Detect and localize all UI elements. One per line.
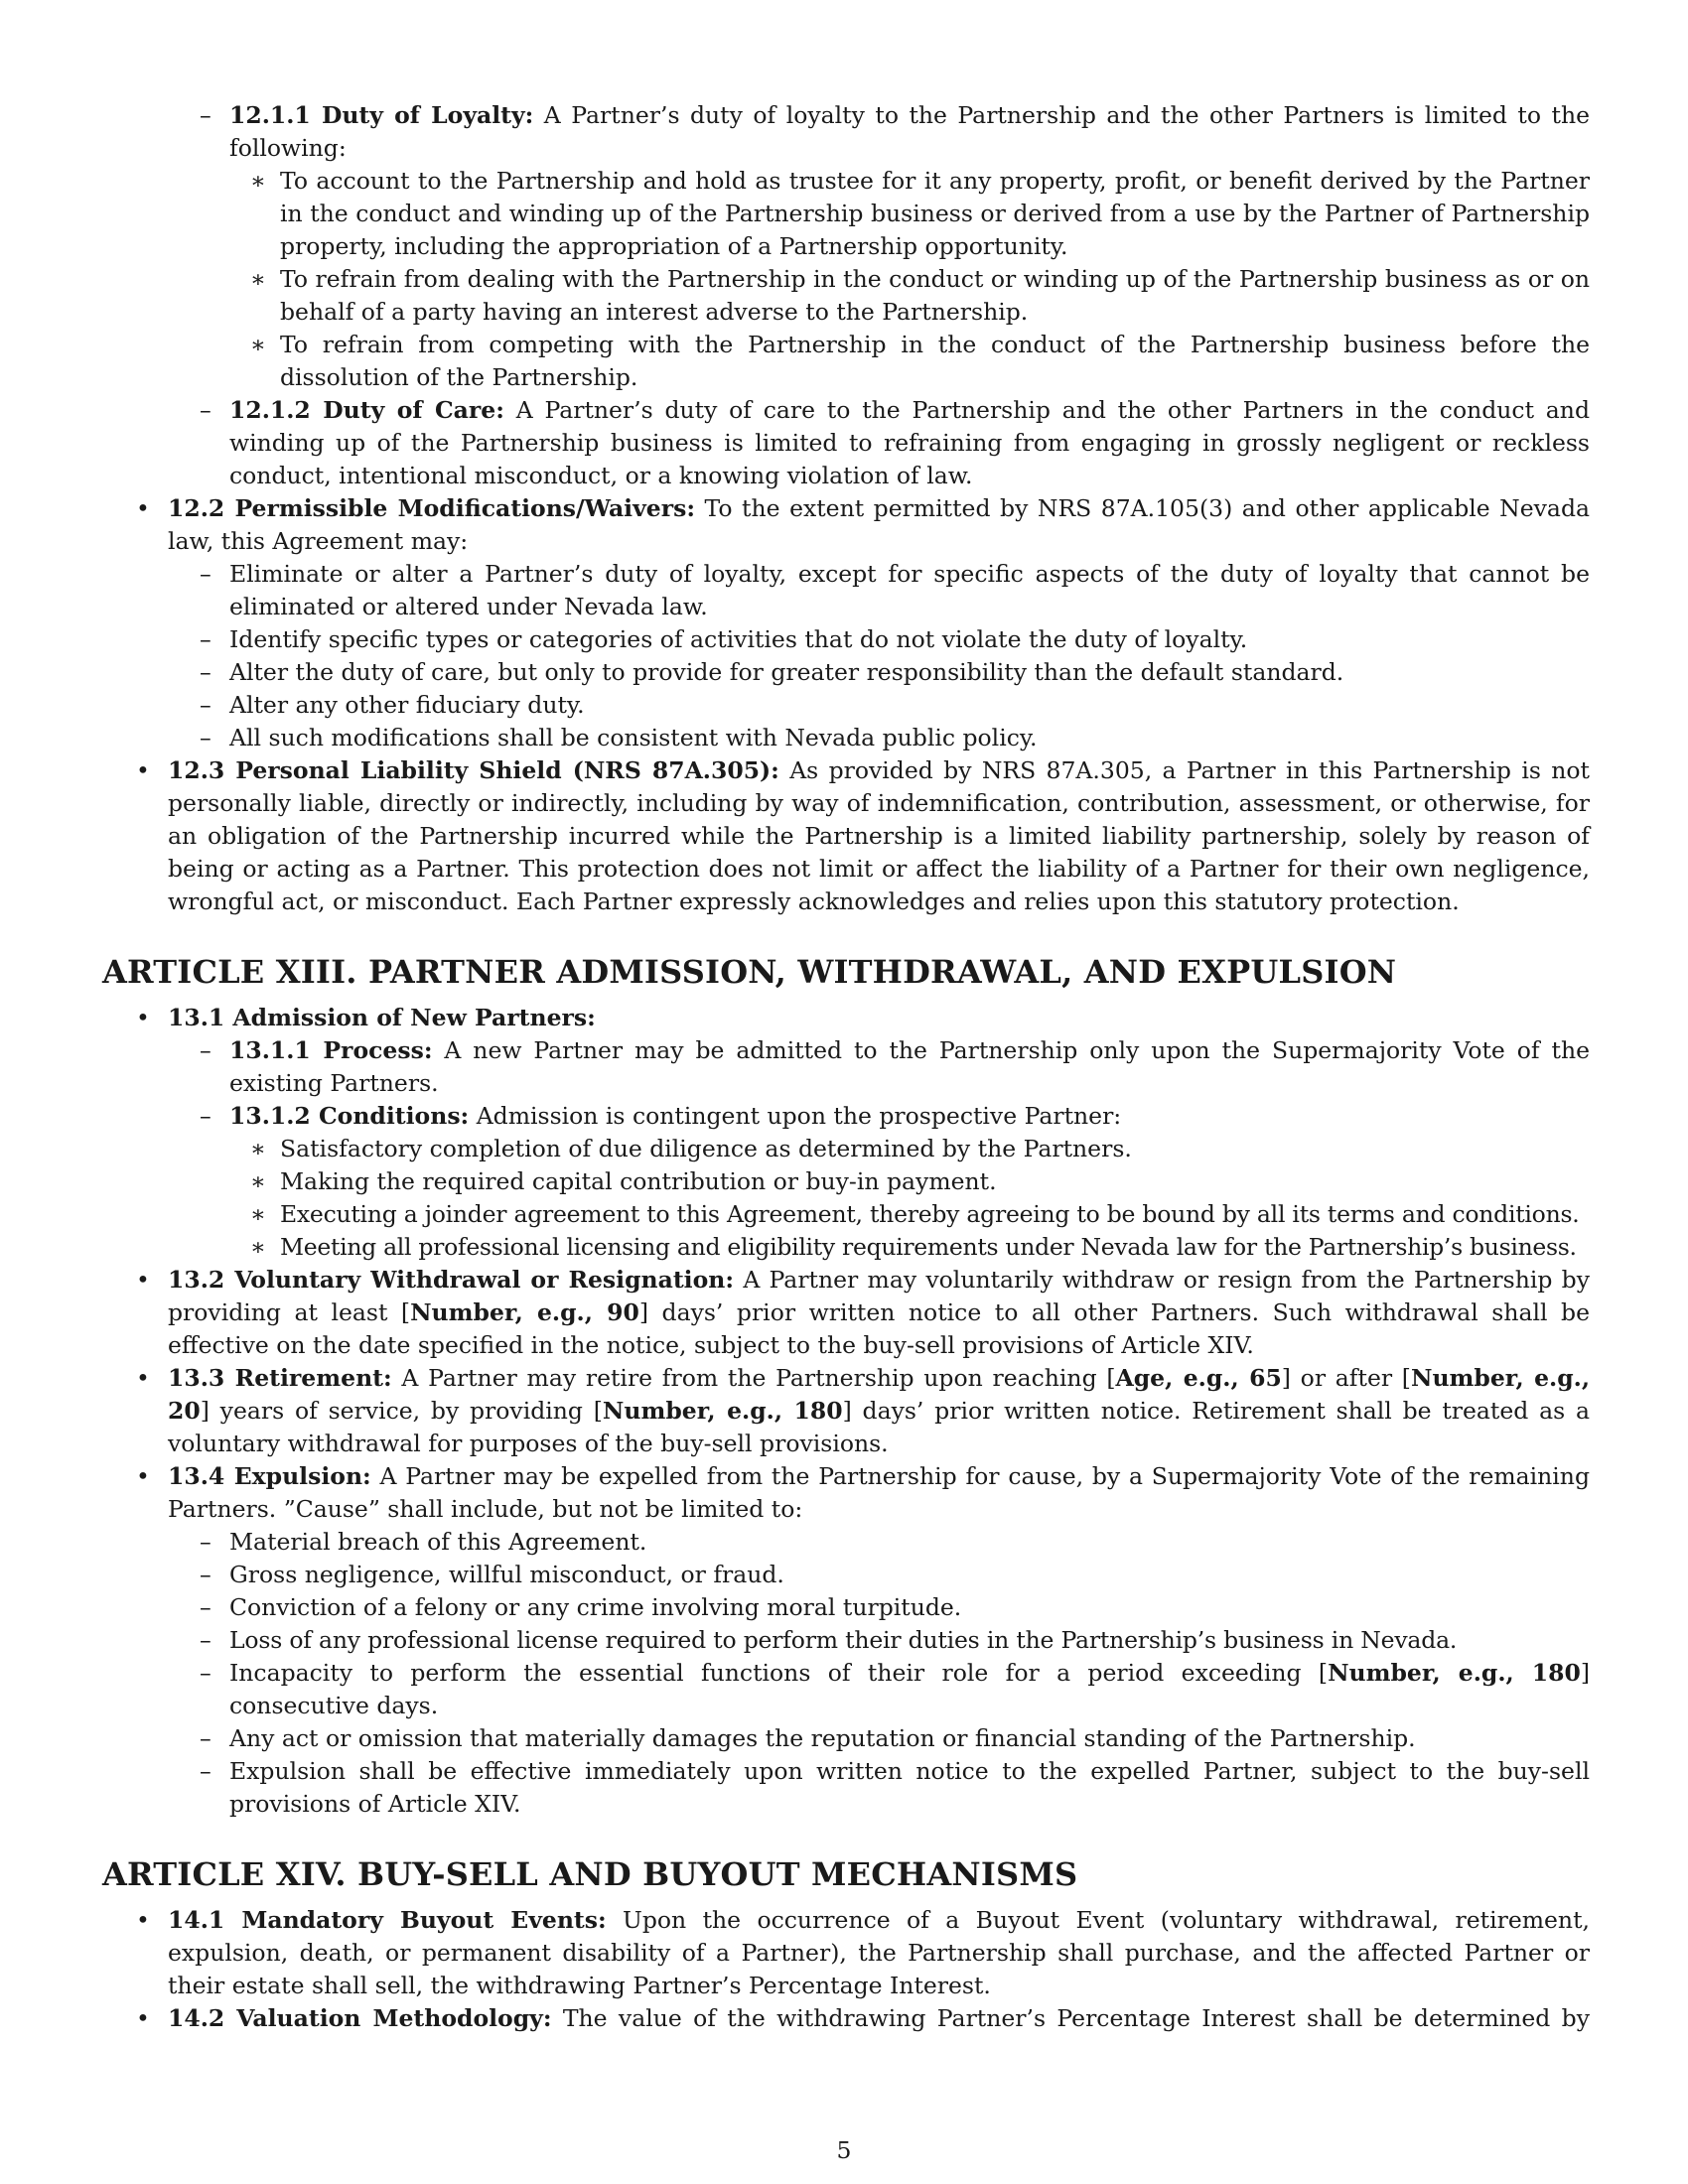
bullet-marker: • <box>136 756 150 784</box>
clause-13-1 <box>136 1002 1590 1034</box>
star-marker: ∗ <box>250 1135 266 1162</box>
list-item <box>200 1559 1590 1591</box>
clause-text: To the extent permitted by NRS 87A.105(3) and other applicable Nevada law, this Agreement may: <box>168 494 1590 555</box>
list-item <box>200 558 1590 623</box>
list-item <box>200 1657 1590 1722</box>
sub-item-text: Making the required capital contribution or buy-in payment. <box>280 1167 997 1195</box>
article-xiii-heading: ARTICLE XIII. PARTNER ADMISSION, WITHDRAWAL, AND EXPULSION <box>102 953 1397 991</box>
star-marker: ∗ <box>250 167 266 195</box>
dash-marker: – <box>200 1757 211 1785</box>
star-marker: ∗ <box>250 1233 266 1261</box>
clause-text: A Partner’s duty of care to the Partnership and the other Partners in the conduct and winding up of the Partnership business is limited to refraining from engaging in grossly negligent or reckless conduct, intentional misconduct, or a knowing violation of law. <box>229 396 1590 489</box>
star-marker: ∗ <box>250 1167 266 1195</box>
star-marker: ∗ <box>250 1200 266 1228</box>
list-item <box>200 1722 1590 1755</box>
list-item-text: Alter any other fiduciary duty. <box>229 691 585 719</box>
page-number: 5 <box>836 2136 852 2164</box>
bullet-marker: • <box>136 1462 150 1490</box>
clause-title: 12.1.2 Duty of Care: <box>229 396 504 424</box>
sub-item <box>250 1133 1590 1165</box>
list-item-text: Alter the duty of care, but only to provide for greater responsibility than the default standard. <box>229 658 1344 686</box>
clause-title: 13.4 Expulsion: <box>168 1462 371 1490</box>
list-item <box>200 722 1590 754</box>
clause-12-1-2 <box>200 394 1590 492</box>
dash-marker: – <box>200 560 211 588</box>
placeholder-value: Number, e.g., 180 <box>1328 1659 1581 1687</box>
sub-item <box>250 329 1590 394</box>
clause-text: ] or after [ <box>1281 1364 1411 1392</box>
bullet-marker: • <box>136 1906 150 1934</box>
list-item <box>200 1755 1590 1821</box>
dash-marker: – <box>200 691 211 719</box>
list-item-text: Expulsion shall be effective immediately upon written notice to the expelled Partner, subject to the buy-sell provisions of Article XIV. <box>229 1757 1590 1818</box>
sub-item-text: Meeting all professional licensing and eligibility requirements under Nevada law for the Partnership’s business. <box>280 1233 1577 1261</box>
list-item <box>200 1591 1590 1624</box>
dash-marker: – <box>200 1593 211 1621</box>
sub-item-text: Satisfactory completion of due diligence as determined by the Partners. <box>280 1135 1132 1162</box>
clause-13-3 <box>136 1362 1590 1460</box>
article-xiv-heading: ARTICLE XIV. BUY-SELL AND BUYOUT MECHANISMS <box>102 1855 1078 1893</box>
clause-14-2 <box>136 2002 1591 2035</box>
clause-text: A Partner may be expelled from the Partnership for cause, by a Supermajority Vote of the remaining Partners. ”Cause” shall include, but not be limited to: <box>168 1462 1590 1523</box>
sub-item <box>250 263 1590 329</box>
bullet-marker: • <box>136 494 150 522</box>
sub-item-text: To refrain from competing with the Partnership in the conduct of the Partnership business before the dissolution of the Partnership. <box>280 331 1590 391</box>
dash-marker: – <box>200 1626 211 1654</box>
dash-marker: – <box>200 101 211 129</box>
sub-item-text: To account to the Partnership and hold as trustee for it any property, profit, or benefit derived by the Partner in the conduct and winding up of the Partnership business or derived from a use by the Partner of Partnership property, including the appropriation of a Partnership opportunity. <box>280 167 1590 260</box>
clause-title: 12.2 Permissible Modifications/Waivers: <box>168 494 695 522</box>
clause-13-4 <box>136 1460 1590 1526</box>
clause-title: 14.2 Valuation Methodology: <box>168 2004 552 2032</box>
clause-text: The value of the withdrawing Partner’s Percentage Interest shall be determined by <box>551 2004 1591 2032</box>
list-item-text: Loss of any professional license required to perform their duties in the Partnership’s business in Nevada. <box>229 1626 1458 1654</box>
clause-13-1-2 <box>200 1100 1590 1133</box>
dash-marker: – <box>200 1102 211 1130</box>
clause-12-2 <box>136 492 1590 558</box>
list-item <box>200 1624 1590 1657</box>
dash-marker: – <box>200 658 211 686</box>
placeholder-value: Age, e.g., 65 <box>1115 1364 1282 1392</box>
star-marker: ∗ <box>250 265 266 293</box>
dash-marker: – <box>200 396 211 424</box>
clause-title: 13.2 Voluntary Withdrawal or Resignation: <box>168 1266 735 1294</box>
clause-text: As provided by NRS 87A.305, a Partner in this Partnership is not personally liable, directly or indirectly, including by way of indemnification, contribution, assessment, or otherwise, for an obligation of the Partnership incurred while the Partnership is a limited liability partnership, solely by reason of being or acting as a Partner. This protection does not limit or affect the liability of a Partner for their own negligence, wrongful act, or misconduct. Each Partner expressly acknowledges and relies upon this statutory protection. <box>168 756 1590 915</box>
clause-title: 13.1 Admission of New Partners: <box>168 1004 596 1031</box>
dash-marker: – <box>200 1561 211 1588</box>
list-item-text: Any act or omission that materially damages the reputation or financial standing of the Partnership. <box>229 1724 1416 1752</box>
list-item-text: ] consecutive days. <box>229 1659 1590 1719</box>
bullet-marker: • <box>136 1004 150 1031</box>
bullet-marker: • <box>136 2004 150 2032</box>
list-item-text: Incapacity to perform the essential functions of their role for a period exceeding [ <box>229 1659 1329 1687</box>
clause-title: 13.3 Retirement: <box>168 1364 392 1392</box>
clause-12-3 <box>136 754 1590 918</box>
clause-title: 12.3 Personal Liability Shield (NRS 87A.305): <box>168 756 779 784</box>
clause-14-1 <box>136 1904 1590 2002</box>
clause-text: A Partner’s duty of loyalty to the Partnership and the other Partners is limited to the following: <box>229 101 1590 162</box>
clause-13-1-1 <box>200 1034 1590 1100</box>
list-item-text: Conviction of a felony or any crime involving moral turpitude. <box>229 1593 962 1621</box>
list-item-text: Gross negligence, willful misconduct, or fraud. <box>229 1561 784 1588</box>
list-item-text: Eliminate or alter a Partner’s duty of loyalty, except for specific aspects of the duty of loyalty that cannot be eliminated or altered under Nevada law. <box>229 560 1590 620</box>
sub-item <box>250 1165 1590 1198</box>
sub-item <box>250 1231 1590 1264</box>
dash-marker: – <box>200 724 211 751</box>
bullet-marker: • <box>136 1364 150 1392</box>
sub-item <box>250 165 1590 263</box>
clause-12-1-1 <box>200 99 1590 165</box>
dash-marker: – <box>200 1036 211 1064</box>
clause-title: 13.1.2 Conditions: <box>229 1102 470 1130</box>
bullet-marker: • <box>136 1266 150 1294</box>
page-content <box>102 99 1590 2035</box>
sub-item-text: To refrain from dealing with the Partnership in the conduct or winding up of the Partnership business as or on behalf of a party having an interest adverse to the Partnership. <box>280 265 1590 326</box>
sub-item-text: Executing a joinder agreement to this Agreement, thereby agreeing to be bound by all its terms and conditions. <box>280 1200 1580 1228</box>
clause-text: A new Partner may be admitted to the Partnership only upon the Supermajority Vote of the existing Partners. <box>229 1036 1590 1097</box>
list-item-text: Identify specific types or categories of activities that do not violate the duty of loyalty. <box>229 625 1248 653</box>
sub-item <box>250 1198 1590 1231</box>
clause-text: Admission is contingent upon the prospective Partner: <box>469 1102 1122 1130</box>
list-item <box>200 1526 1590 1559</box>
placeholder-value: Number, e.g., 180 <box>602 1397 843 1425</box>
list-item <box>200 656 1590 689</box>
clause-text: A Partner may retire from the Partnership upon reaching [ <box>391 1364 1116 1392</box>
star-marker: ∗ <box>250 331 266 358</box>
dash-marker: – <box>200 1659 211 1687</box>
clause-text: A Partner may voluntarily withdraw or resign from the Partnership by providing at least [ <box>168 1266 1590 1326</box>
clause-title: 12.1.1 Duty of Loyalty: <box>229 101 534 129</box>
list-item <box>200 689 1590 722</box>
clause-13-2 <box>136 1264 1590 1362</box>
clause-title: 14.1 Mandatory Buyout Events: <box>168 1906 607 1934</box>
placeholder-value: Number, e.g., 90 <box>410 1298 639 1326</box>
dash-marker: – <box>200 1528 211 1556</box>
clause-text: ] days’ prior written notice to all other Partners. Such withdrawal shall be effective on the date specified in the notice, subject to the buy-sell provisions of Article XIV. <box>168 1298 1590 1359</box>
clause-text: Upon the occurrence of a Buyout Event (voluntary withdrawal, retirement, expulsion, death, or permanent disability of a Partner), the Partnership shall purchase, and the affected Partner or their estate shall sell, the withdrawing Partner’s Percentage Interest. <box>168 1906 1590 1999</box>
list-item <box>200 623 1590 656</box>
dash-marker: – <box>200 1724 211 1752</box>
list-item-text: Material breach of this Agreement. <box>229 1528 647 1556</box>
list-item-text: All such modifications shall be consistent with Nevada public policy. <box>229 724 1038 751</box>
placeholder-value: Number, e.g., 20 <box>168 1364 1590 1425</box>
clause-title: 13.1.1 Process: <box>229 1036 433 1064</box>
clause-text: ] years of service, by providing [ <box>200 1397 603 1425</box>
dash-marker: – <box>200 625 211 653</box>
clause-text: ] days’ prior written notice. Retirement shall be treated as a voluntary withdrawal for purposes of the buy-sell provisions. <box>168 1397 1590 1457</box>
